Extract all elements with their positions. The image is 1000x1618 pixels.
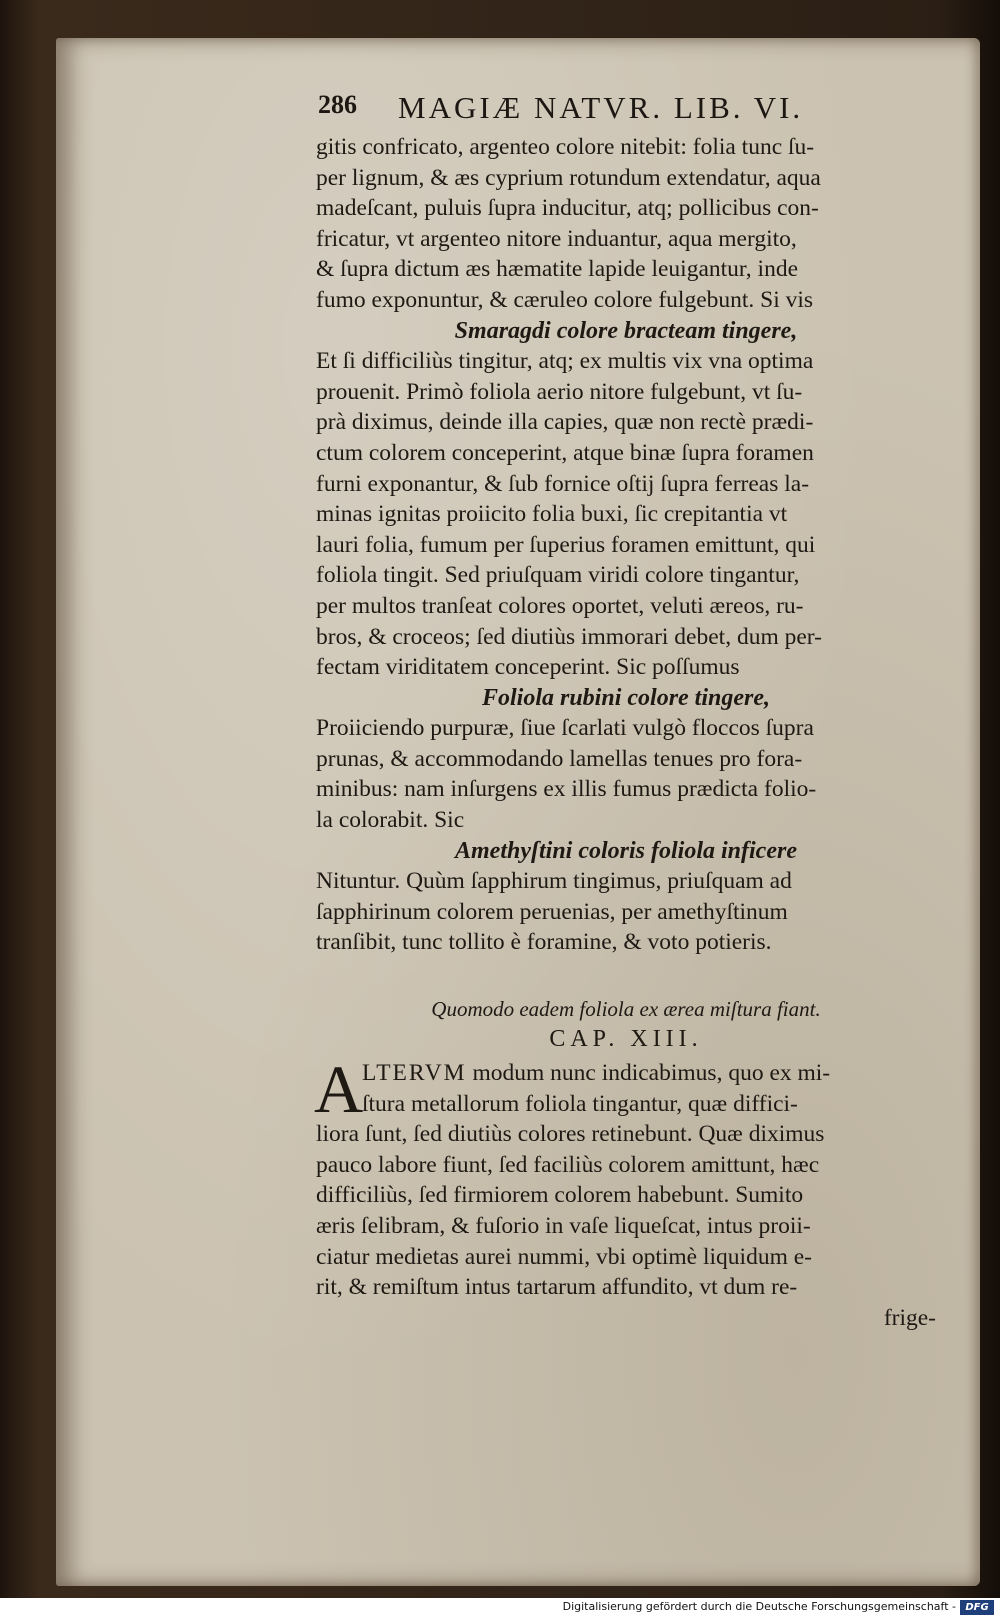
text-line: liora ſunt, ſed diutiùs colores retinebunt. Quæ diximus xyxy=(316,1121,825,1148)
text-line: gitis confricato, argenteo colore nitebit: folia tunc ſu- xyxy=(316,134,815,160)
text-block-1 xyxy=(316,132,936,316)
text-line: ſtura metallorum foliola tingantur, quæ diffici- xyxy=(362,1090,798,1117)
text-line: la colorabit. Sic xyxy=(316,807,465,834)
text-line: madeſcant, puluis ſupra inducitur, atq; pollicibus con- xyxy=(316,195,819,222)
text-line: pauco labore fiunt, ſed faciliùs colorem amittunt, hæc xyxy=(316,1151,820,1178)
text-line-rest: modum nunc indicabimus, quo ex mi- xyxy=(466,1060,831,1087)
chapter-opening xyxy=(314,1051,936,1128)
text-line: ctum colorem conceperint, atque binæ ſupra foramen xyxy=(316,439,814,466)
drop-capital: A xyxy=(314,1051,364,1128)
funding-notice: Digitalisierung gefördert durch die Deutsche Forschungsgemeinschaft - xyxy=(562,1600,956,1613)
text-block-5 xyxy=(316,1119,936,1303)
chapter-title: Quomodo eadem foliola ex ærea miſtura fiant. xyxy=(431,997,821,1022)
text-line: Et ſi difficiliùs tingitur, atq; ex multis vix vna optima xyxy=(316,348,814,375)
text-line: minibus: nam inſurgens ex illis fumus prædicta folio- xyxy=(316,776,817,803)
page-number: 286 xyxy=(318,90,357,119)
text-line: Nituntur. Quùm ſapphirum tingimus, priuſquam ad xyxy=(316,868,792,895)
text-line: æris ſelibram, & fuſorio in vaſe liqueſcat, intus proii- xyxy=(316,1213,811,1239)
text-line: tranſibit, tunc tollito è foramine, & voto potieris. xyxy=(316,929,772,956)
text-line xyxy=(316,1058,936,1089)
text-line: minas ignitas proiicito folia buxi, ſic crepitantia vt xyxy=(316,501,788,528)
text-block-3 xyxy=(316,713,936,835)
text-line: ſapphirinum colorem peruenias, per amethyſtinum xyxy=(316,898,788,925)
text-line: difficiliùs, ſed firmiorem colorem habebunt. Sumito xyxy=(316,1182,804,1209)
chapter-number: CAP. XIII. xyxy=(549,1026,703,1053)
text-block-4 xyxy=(316,866,936,958)
dfg-logo: DFG xyxy=(960,1600,994,1615)
text-line: rit, & remiſtum intus tartarum affundito, vt dum re- xyxy=(316,1274,798,1301)
rubric-heading: Foliola rubini colore tingere, xyxy=(481,684,771,711)
text-block-2 xyxy=(316,346,936,683)
text-line: fectam viriditatem conceperint. Sic poſſumus xyxy=(316,654,740,681)
text-line: foliola tingit. Sed priuſquam viridi colore tingantur, xyxy=(316,562,800,589)
rubric-heading: Amethyſtini coloris foliola inficere xyxy=(455,837,797,864)
text-line: furni exponantur, & ſub fornice oſtij ſupra ferreas la- xyxy=(316,470,810,497)
text-line: prà diximus, deinde illa capies, quæ non rectè prædi- xyxy=(316,409,814,436)
page-header xyxy=(318,90,898,130)
spacer xyxy=(316,958,936,988)
first-word: LTERVM xyxy=(362,1060,467,1087)
text-line: prunas, & accommodando lamellas tenues pro fora- xyxy=(316,745,803,772)
text-line: Proiiciendo purpuræ, ſiue ſcarlati vulgò floccos ſupra xyxy=(316,715,814,742)
running-title: MAGIÆ NATVR. LIB. VI. xyxy=(398,90,804,125)
text-line: prouenit. Primò foliola aerio nitore fulgebunt, vt ſu- xyxy=(316,378,803,405)
text-line: fumo exponuntur, & cæruleo colore fulgebunt. Si vis xyxy=(316,286,814,313)
text-line: fricatur, vt argenteo nitore induantur, aqua mergito, xyxy=(316,225,797,252)
text-line: ciatur medietas aurei nummi, vbi optimè liquidum e- xyxy=(316,1243,812,1270)
text-line: lauri folia, fumum per ſuperius foramen emittunt, qui xyxy=(316,531,816,558)
text-line: bros, & croceos; ſed diutiùs immorari debet, dum per- xyxy=(316,623,822,650)
rubric-heading: Smaragdi colore bracteam tingere, xyxy=(454,317,798,344)
page-body xyxy=(316,132,936,1333)
text-line: per lignum, & æs cyprium rotundum extendatur, aqua xyxy=(316,164,821,191)
text-line: & ſupra dictum æs hæmatite lapide leuigantur, inde xyxy=(316,256,799,283)
catchword: frige- xyxy=(883,1304,936,1331)
text-line: per multos tranſeat colores oportet, veluti æreos, ru- xyxy=(316,592,804,619)
